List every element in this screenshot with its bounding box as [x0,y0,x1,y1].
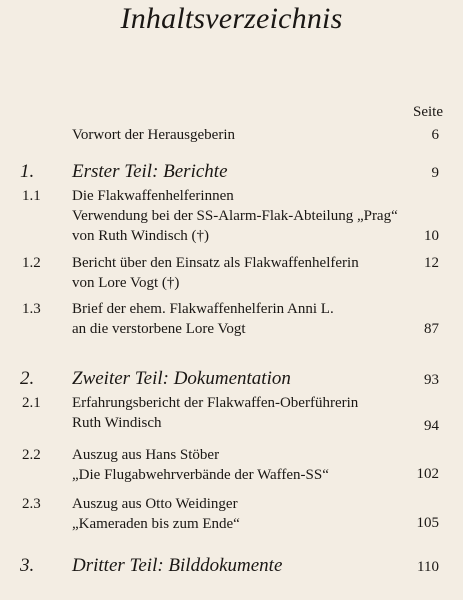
entry-page: 105 [416,515,439,531]
entry-number: 2.1 [22,395,41,411]
part-number: 1. [20,161,35,182]
entry-page: 87 [424,321,439,337]
part-title: Dritter Teil: Bilddokumente [72,555,283,576]
part-title: Zweiter Teil: Dokumentation [72,368,291,389]
entry-title: Auszug aus Hans Stöber „Die Flugabwehrverbände der Waffen-SS“ [72,447,329,483]
entry-number: 1.3 [22,301,41,317]
entry-title: Vorwort der Herausgeberin [72,127,236,143]
entry-title: Auszug aus Otto Weidinger „Kameraden bis zum Ende“ [72,496,240,532]
entry-page: 10 [424,228,439,244]
part-page: 110 [417,559,439,575]
part-title: Erster Teil: Berichte [72,161,228,182]
entry-number: 2.2 [22,447,41,463]
part-number: 2. [20,368,35,389]
page-column-label: Seite [413,104,443,120]
entry-page: 6 [431,127,439,143]
entry-number: 2.3 [22,496,41,512]
entry-title: Die Flakwaffenhelferinnen Verwendung bei der SS-Alarm-Flak-Abteilung „Prag“ von Ruth Windisch (†) [72,188,398,244]
entry-page: 94 [424,418,439,434]
part-page: 93 [424,372,439,388]
entry-page: 12 [424,255,439,271]
entry-title: Erfahrungsbericht der Flakwaffen-Oberführerin Ruth Windisch [72,395,359,431]
page-title: Inhaltsverzeichnis [120,2,343,35]
entry-number: 1.1 [22,188,41,204]
part-page: 9 [431,165,439,181]
entry-number: 1.2 [22,255,41,271]
part-number: 3. [20,555,35,576]
entry-page: 102 [416,466,439,482]
entry-title: Bericht über den Einsatz als Flakwaffenhelferin von Lore Vogt (†) [72,255,359,291]
entry-title: Brief der ehem. Flakwaffenhelferin Anni L. an die verstorbene Lore Vogt [72,301,334,337]
